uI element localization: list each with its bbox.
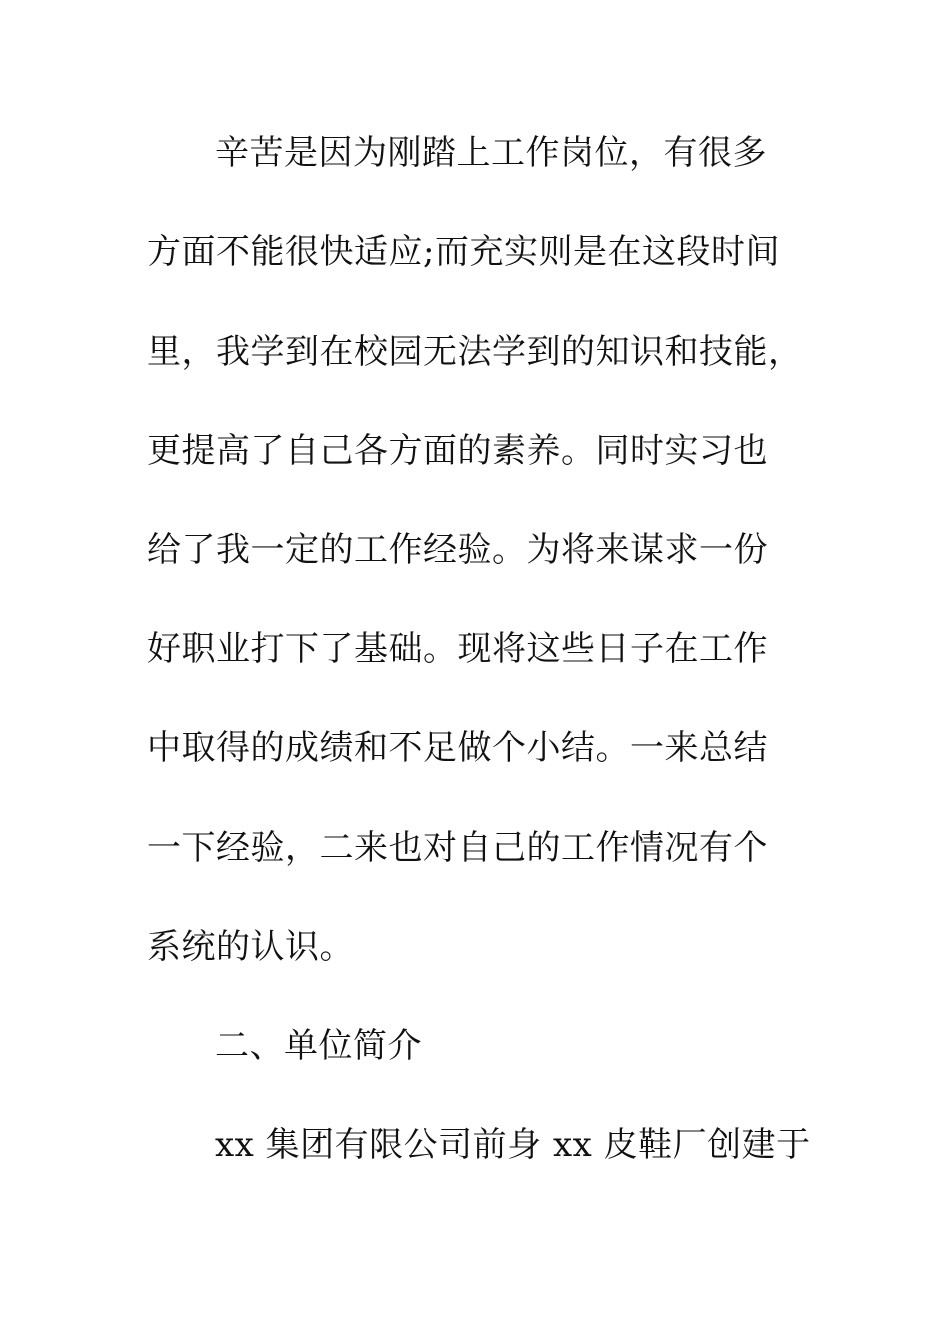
paragraph-line: 里，我学到在校园无法学到的知识和技能， <box>147 332 803 372</box>
paragraph-line: 中取得的成绩和不足做个小结。一来总结 <box>147 728 768 768</box>
paragraph-line: 给了我一定的工作经验。为将来谋求一份 <box>147 530 768 570</box>
paragraph-line: 辛苦是因为刚踏上工作岗位，有很多 <box>215 133 767 173</box>
paragraph-line: 一下经验，二来也对自己的工作情况有个 <box>147 828 768 868</box>
paragraph-line: 方面不能很快适应;而充实则是在这段时间 <box>147 232 780 272</box>
paragraph-line: 系统的认识。 <box>147 927 354 967</box>
paragraph-line: 更提高了自己各方面的素养。同时实习也 <box>147 431 768 471</box>
paragraph-line: xx 集团有限公司前身 xx 皮鞋厂创建于 <box>215 1125 811 1165</box>
section-heading: 二、单位简介 <box>215 1026 422 1066</box>
paragraph-line: 好职业打下了基础。现将这些日子在工作 <box>147 629 768 669</box>
